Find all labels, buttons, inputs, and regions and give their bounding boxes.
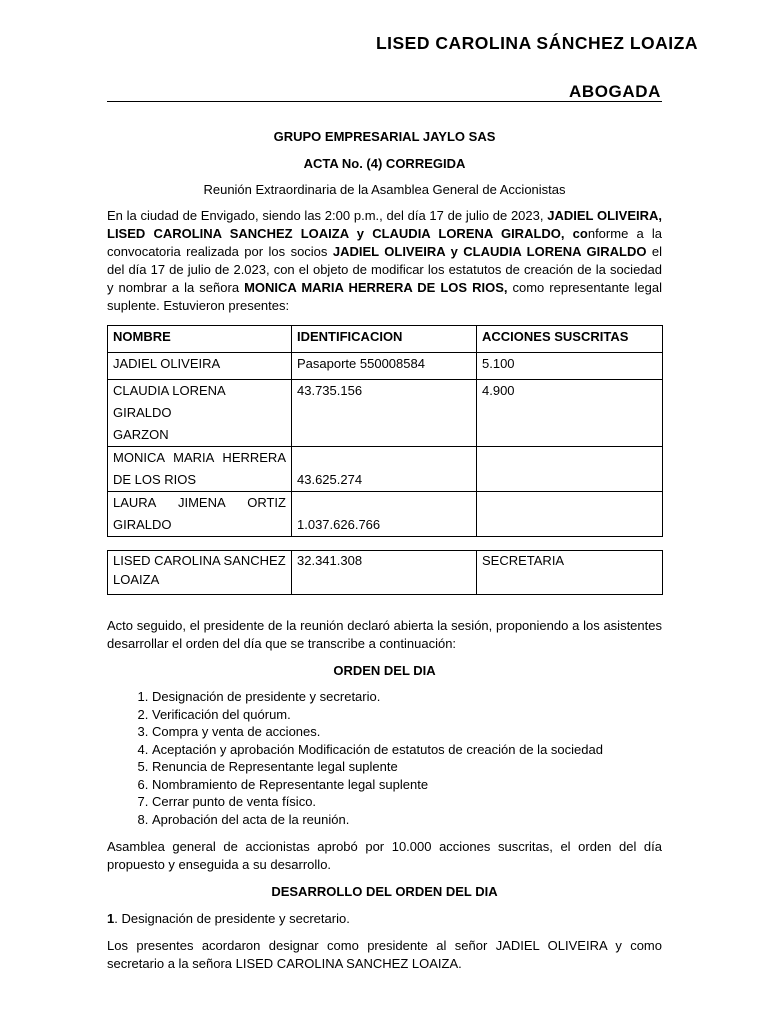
row-name-line: GIRALDO xyxy=(113,517,172,532)
desarrollo-title: DESARROLLO DEL ORDEN DEL DIA xyxy=(271,884,498,899)
intro-text-2: nforme a la convocatoria realizada por los socios xyxy=(107,226,662,259)
orden-list xyxy=(107,688,662,828)
list-item: 3. Compra y venta de acciones. xyxy=(152,723,662,741)
list-item: 4. Aceptación y aprobación Modificación de estatutos de creación de la sociedad xyxy=(152,741,662,759)
table-row xyxy=(108,447,663,492)
list-item: 5. Renuncia de Representante legal suplente xyxy=(152,758,662,776)
row-name-line: CLAUDIA LORENA GIRALDO xyxy=(113,383,225,420)
header-acciones: ACCIONES SUSCRITAS xyxy=(477,326,663,353)
table-row xyxy=(108,492,663,537)
acta-title: ACTA No. (4) CORREGIDA xyxy=(303,156,466,171)
table-row xyxy=(108,380,663,447)
row-name xyxy=(108,447,292,492)
header-nombre: NOMBRE xyxy=(108,326,292,353)
secretary-name xyxy=(108,551,292,595)
orden-title: ORDEN DEL DIA xyxy=(333,663,436,678)
row-acciones: 5.100 xyxy=(477,353,663,380)
secretary-name-line: LOAIZA xyxy=(113,572,160,587)
row-name-line: JADIEL OLIVEIRA xyxy=(113,356,221,371)
row-acciones xyxy=(477,492,663,537)
list-item: 6. Nombramiento de Representante legal suplente xyxy=(152,776,662,794)
header-identificacion: IDENTIFICACION xyxy=(292,326,477,353)
row-name-line: MONICA MARIA HERRERA xyxy=(113,450,286,465)
row-name xyxy=(108,492,292,537)
intro-paragraph xyxy=(107,207,662,315)
item1-number: 1 xyxy=(107,911,115,926)
secretary-id: 32.341.308 xyxy=(292,551,477,595)
row-id: 1.037.626.766 xyxy=(292,492,477,537)
asamblea-paragraph: Asamblea general de accionistas aprobó por 10.000 acciones suscritas, el orden del día propuesto y enseguida a su desarrollo. xyxy=(107,839,662,872)
table-header-row xyxy=(108,326,663,353)
row-name xyxy=(108,380,292,447)
intro-names-1: JADIEL OLIVEIRA, LISED CAROLINA SANCHEZ LOAIZA y CLAUDIA LORENA GIRALDO, co xyxy=(107,208,662,241)
attendees-table xyxy=(107,325,663,537)
letterhead-divider xyxy=(107,101,662,102)
document-body xyxy=(107,128,662,973)
row-name-line: GARZON xyxy=(113,427,169,442)
company-name: GRUPO EMPRESARIAL JAYLO SAS xyxy=(273,129,496,144)
intro-text-4: como representante legal suplente. Estuvieron presentes: xyxy=(107,280,662,313)
intro-names-2: JADIEL OLIVEIRA y CLAUDIA LORENA GIRALDO xyxy=(332,244,647,259)
meeting-subtitle: Reunión Extraordinaria de la Asamblea General de Accionistas xyxy=(203,182,566,197)
list-item: 1. Designación de presidente y secretario. xyxy=(152,688,662,706)
row-id: 43.735.156 xyxy=(292,380,477,447)
secretary-table xyxy=(107,550,663,595)
item1-heading xyxy=(107,910,662,928)
final-paragraph: Los presentes acordaron designar como presidente al señor JADIEL OLIVEIRA y como secretario a la señora LISED CAROLINA SANCHEZ LOAIZA. xyxy=(107,938,662,971)
list-item: 7. Cerrar punto de venta físico. xyxy=(152,793,662,811)
secretary-name-line: LISED CAROLINA SANCHEZ xyxy=(113,553,286,568)
intro-names-3: MONICA MARIA HERRERA DE LOS RIOS, xyxy=(244,280,508,295)
list-item: 8. Aprobación del acta de la reunión. xyxy=(152,811,662,829)
row-name xyxy=(108,353,292,380)
row-acciones xyxy=(477,447,663,492)
intro-text-3: el del día 17 de julio de 2.023, con el objeto de modificar los estatutos de creación de la sociedad y nombrar a la señora xyxy=(107,244,663,295)
row-name-line: LAURA JIMENA ORTIZ xyxy=(113,495,286,510)
row-name-line: DE LOS RIOS xyxy=(113,472,197,487)
row-id: Pasaporte 550008584 xyxy=(292,353,477,380)
item1-text: . Designación de presidente y secretario. xyxy=(114,911,350,926)
letterhead-name: LISED CAROLINA SÁNCHEZ LOAIZA xyxy=(375,33,698,53)
list-item: 2. Verificación del quórum. xyxy=(152,706,662,724)
letterhead-title: ABOGADA xyxy=(568,82,661,101)
secretary-role: SECRETARIA xyxy=(477,551,663,595)
row-id: 43.625.274 xyxy=(292,447,477,492)
acto-paragraph: Acto seguido, el presidente de la reunión declaró abierta la sesión, proponiendo a los asistentes desarrollar el orden del día que se transcribe a continuación: xyxy=(107,618,662,651)
table-row xyxy=(108,551,663,595)
table-row xyxy=(108,353,663,380)
row-acciones: 4.900 xyxy=(477,380,663,447)
intro-text-1: En la ciudad de Envigado, siendo las 2:00 p.m., del día 17 de julio de 2023, xyxy=(107,208,548,223)
